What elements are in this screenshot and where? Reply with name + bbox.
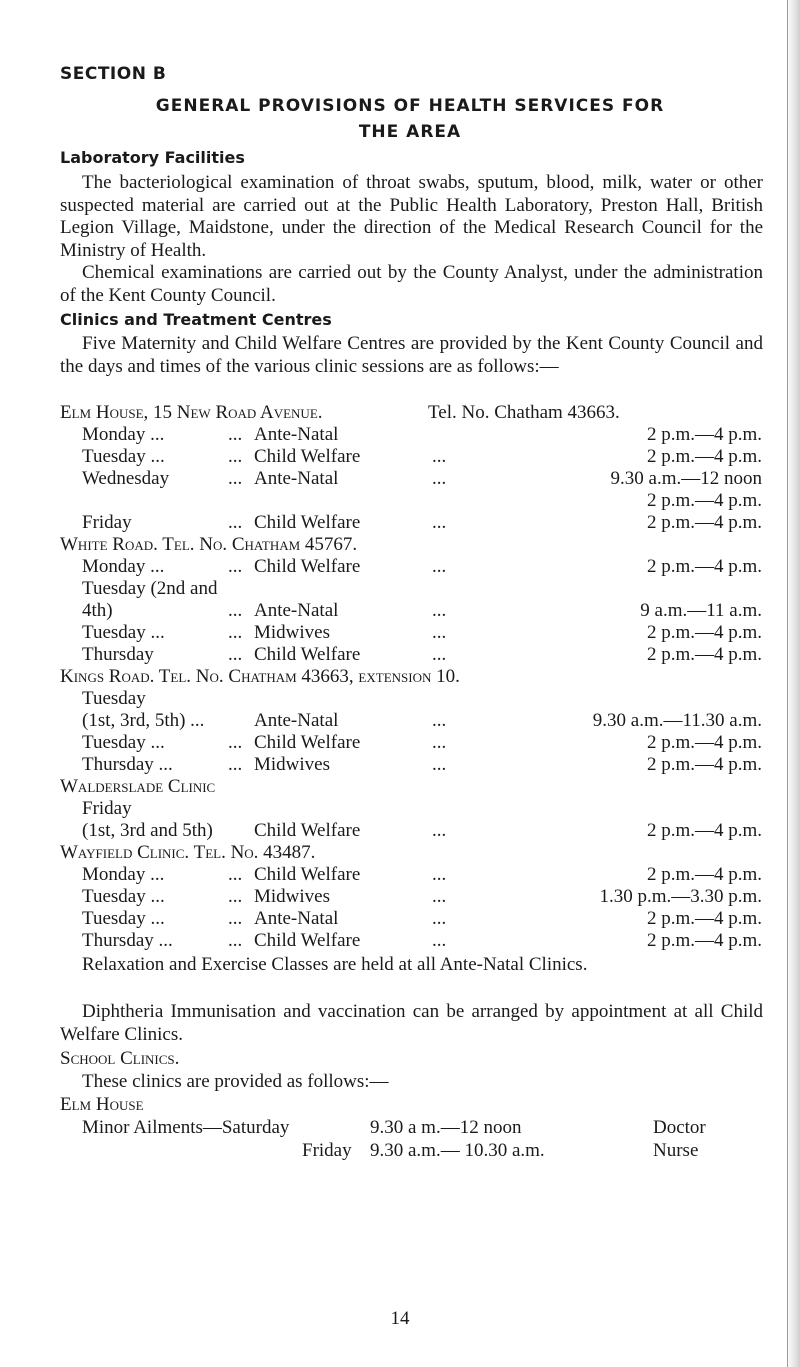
schedule-row [60,798,762,820]
row-type: Midwives [254,622,330,643]
schedule-row [60,424,762,446]
row-time: 2 p.m.—4 p.m. [646,424,762,445]
document-title-line-2: THE AREA [358,122,462,142]
row-time: 2 p.m.—4 p.m. [646,622,762,643]
row-dots: ... [228,512,243,533]
page-edge-line [787,0,788,1367]
row-type: Child Welfare [254,556,361,577]
row-type: Ante-Natal [254,908,339,929]
elm-house-tel: Tel. No. Chatham 43663. [428,402,620,423]
laboratory-heading: Laboratory Facilities [60,148,245,167]
row-type: Child Welfare [254,446,361,467]
row-dots: ... [432,622,447,643]
row-day: Tuesday ... [82,446,165,467]
kings-road-header-row [60,666,762,688]
row-dots: ... [432,710,447,731]
row-dots: ... [432,930,447,951]
row-time: 9.30 a.m.—12 noon [610,468,762,489]
row-day: Monday ... [82,864,165,885]
row-type: Child Welfare [254,820,361,841]
schedule-row [60,754,762,776]
row-time: 2 p.m.—4 p.m. [646,644,762,665]
row-dots: ... [432,556,447,577]
row-dots: ... [432,754,447,775]
row-day: Thursday [82,644,154,665]
row-day: Tuesday ... [82,732,165,753]
row-time: 2 p.m.—4 p.m. [646,864,762,885]
wayfield-header: Wayfield Clinic. Tel. No. 43487. [60,842,316,863]
row-day: Friday [82,798,132,819]
row-time: 2 p.m.—4 p.m. [646,820,762,841]
minor-ailments-row [60,1117,762,1139]
elm-house-header-row [60,402,762,424]
row-dots: ... [228,622,243,643]
row-day: Monday ... [82,424,165,445]
row-dots: ... [228,644,243,665]
schedule-row [60,732,762,754]
row-dots: ... [228,600,243,621]
walderslade-header-row [60,776,762,798]
row-dots: ... [432,908,447,929]
row-time: 1.30 p.m.—3.30 p.m. [599,886,762,907]
row-time: 2 p.m.—4 p.m. [646,754,762,775]
row-dots: ... [228,446,243,467]
row-time: 2 p.m.—4 p.m. [646,908,762,929]
row-time: 2 p.m.—4 p.m. [646,446,762,467]
row-dots: ... [228,886,243,907]
wayfield-header-row [60,842,762,864]
white-road-header-row [60,534,762,556]
school-clinics-intro: These clinics are provided as follows:— [82,1071,389,1092]
row-dots: ... [432,732,447,753]
page-number: 14 [390,1308,410,1329]
elm-house-header: Elm House, 15 New Road Avenue. [60,402,323,423]
row-dots: ... [432,886,447,907]
laboratory-paragraph-2: Chemical examinations are carried out by the County Analyst, under the administration of the Kent County Council. [60,262,763,306]
row-day: (1st, 3rd, 5th) ... [82,710,205,731]
row-type: Ante-Natal [254,468,339,489]
row-dots: ... [228,468,243,489]
minor-ailments-row [60,1140,762,1162]
row-dots: ... [228,732,243,753]
row-dots: ... [228,556,243,577]
row-day: Wednesday [82,468,170,489]
row-day: Thursday ... [82,754,173,775]
clinics-intro: Five Maternity and Child Welfare Centres are provided by the Kent County Council and the days and times of the various clinic sessions are as follows:— [60,333,763,377]
minor-ailments-time-1: 9.30 a m.—12 noon [370,1117,522,1138]
diphtheria-paragraph: Diphtheria Immunisation and vaccination can be arranged by appointment at all Child Welfare Clinics. [60,1001,763,1045]
schedule-row [60,908,762,930]
row-type: Child Welfare [254,732,361,753]
row-day: Tuesday [82,688,146,709]
row-time: 2 p.m.—4 p.m. [646,556,762,577]
row-day: (1st, 3rd and 5th) [82,820,213,841]
schedule-row [60,446,762,468]
minor-ailments-staff-1: Doctor [653,1117,706,1138]
row-day: Tuesday ... [82,886,165,907]
white-road-header: White Road. Tel. No. Chatham 45767. [60,534,358,555]
schedule-row [60,622,762,644]
row-time: 2 p.m.—4 p.m. [646,732,762,753]
row-dots: ... [228,864,243,885]
row-time: 2 p.m.—4 p.m. [646,930,762,951]
row-dots: ... [432,644,447,665]
row-type: Child Welfare [254,644,361,665]
row-time: 2 p.m.—4 p.m. [646,490,762,511]
row-type: Midwives [254,754,330,775]
row-type: Ante-Natal [254,600,339,621]
row-type: Ante-Natal [254,710,339,731]
document-title-line-1: GENERAL PROVISIONS OF HEALTH SERVICES FOR [155,96,665,116]
schedule-row [60,512,762,534]
row-dots: ... [228,754,243,775]
kings-road-header: Kings Road. Tel. No. Chatham 43663, extension 10. [60,666,460,687]
schedule-row [60,930,762,952]
school-clinics-heading-row [60,1048,762,1070]
schedule-row [60,688,762,710]
clinics-heading: Clinics and Treatment Centres [60,310,332,329]
school-elm-house: Elm House [60,1094,144,1115]
walderslade-header: Walderslade Clinic [60,776,216,797]
row-time: 9 a.m.—11 a.m. [640,600,762,621]
row-day: Tuesday ... [82,622,165,643]
row-dots: ... [432,468,447,489]
row-type: Child Welfare [254,512,361,533]
row-dots: ... [432,820,447,841]
row-dots: ... [432,600,447,621]
page-edge-shadow [786,0,800,1367]
schedule-row [60,820,762,842]
minor-ailments-label: Minor Ailments—Saturday [82,1117,290,1138]
minor-ailments-staff-2: Nurse [653,1140,699,1161]
schedule-row [60,490,762,512]
row-dots: ... [228,930,243,951]
row-dots: ... [432,446,447,467]
row-day: Friday [82,512,132,533]
row-type: Midwives [254,886,330,907]
row-time: 9.30 a.m.—11.30 a.m. [592,710,762,731]
minor-ailments-time-2: 9.30 a.m.— 10.30 a.m. [370,1140,545,1161]
school-clinics-heading: School Clinics. [60,1048,180,1069]
row-dots: ... [432,512,447,533]
row-day: Tuesday (2nd and [82,578,218,599]
schedule-row [60,468,762,490]
minor-ailments-friday: Friday [302,1140,352,1161]
schedule-row [60,864,762,886]
row-day: Thursday ... [82,930,173,951]
schedule-row [60,644,762,666]
relaxation-paragraph: Relaxation and Exercise Classes are held at all Ante-Natal Clinics. [82,954,588,975]
row-type: Ante-Natal [254,424,339,445]
row-type: Child Welfare [254,864,361,885]
row-type: Child Welfare [254,930,361,951]
row-day: Tuesday ... [82,908,165,929]
row-dots: ... [228,424,243,445]
school-clinics-intro-row [60,1071,762,1093]
schedule-row [60,886,762,908]
school-elm-house-row [60,1094,762,1116]
section-heading: SECTION B [60,64,167,84]
row-dots: ... [228,908,243,929]
row-day: Monday ... [82,556,165,577]
row-time: 2 p.m.—4 p.m. [646,512,762,533]
schedule-row [60,556,762,578]
schedule-row [60,600,762,622]
row-dots: ... [432,864,447,885]
row-day: 4th) [82,600,113,621]
laboratory-paragraph-1: The bacteriological examination of throat swabs, sputum, blood, milk, water or other suspected material are carried out at the Public Health Laboratory, Preston Hall, British Legion Village, Maidstone, under the direction of the Medical Research Council for the Ministry of Health. [60,172,763,261]
schedule-row [60,710,762,732]
schedule-row [60,578,762,600]
